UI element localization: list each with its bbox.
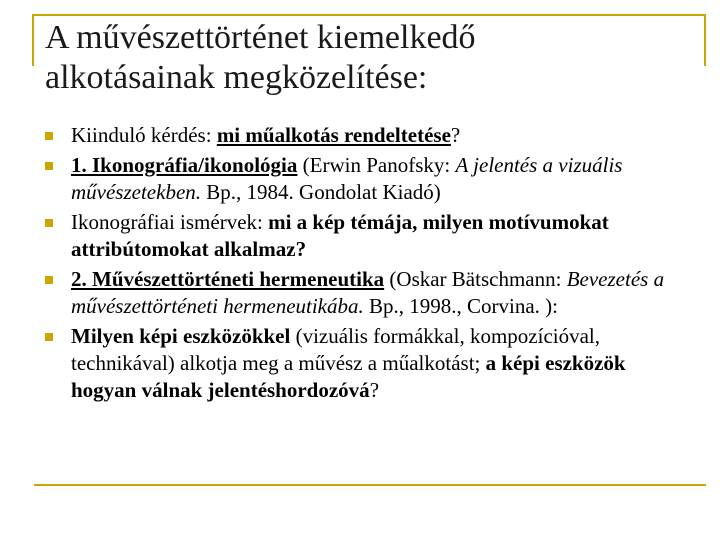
bullet-4-heading: 2. Művészettörténeti hermeneutika bbox=[71, 267, 385, 291]
square-bullet-icon bbox=[45, 162, 53, 170]
square-bullet-icon bbox=[45, 276, 53, 284]
bullet-2-plain-1: (Erwin Panofsky: bbox=[297, 153, 456, 177]
bullet-5-plain-2: ? bbox=[369, 378, 380, 402]
square-bullet-icon bbox=[45, 333, 53, 341]
square-bullet-icon bbox=[45, 219, 53, 227]
bullet-item-3 bbox=[44, 209, 684, 263]
bullet-2-plain-2: Bp., 1984. Gondolat Kiadó) bbox=[201, 180, 441, 204]
frame-right-line bbox=[704, 14, 706, 66]
bullet-item-2 bbox=[44, 152, 684, 206]
frame-left-line bbox=[32, 14, 34, 66]
bullet-5-emphasis-1: Milyen képi eszközökkel bbox=[71, 324, 291, 348]
bullet-item-4 bbox=[44, 266, 684, 320]
bullet-3-prefix: Ikonográfiai ismérvek: bbox=[71, 210, 269, 234]
bullet-5-emphasis-2: a képi eszközök hogyan válnak jelentéshordozóvá bbox=[71, 351, 626, 402]
frame-top-line bbox=[32, 14, 706, 16]
square-bullet-icon bbox=[45, 132, 53, 140]
bullet-item-5 bbox=[44, 323, 684, 404]
bullet-2-heading: 1. Ikonográfia/ikonológia bbox=[71, 153, 298, 177]
title-line-2: alkotásainak megközelítése: bbox=[45, 59, 428, 96]
title-line-1: A művészettörténet kiemelkedő bbox=[45, 19, 476, 56]
bullet-4-book-title: Bevezetés a művészettörténeti hermeneutikába. bbox=[71, 267, 665, 318]
frame-bottom-line bbox=[34, 484, 706, 486]
bullet-1-prefix: Kiinduló kérdés: bbox=[71, 123, 217, 147]
bullet-1-suffix: ? bbox=[450, 123, 461, 147]
bullet-item-1 bbox=[44, 122, 684, 149]
slide-title bbox=[45, 18, 665, 98]
bullet-5-plain-1: (vizuális formákkal, kompozícióval, technikával) alkotja meg a művész a műalkotást; bbox=[71, 324, 601, 375]
bullet-2-book-title: A jelentés a vizuális művészetekben. bbox=[71, 153, 623, 204]
bullet-4-plain-2: Bp., 1998., Corvina. ): bbox=[363, 294, 558, 318]
bullet-4-plain-1: (Oskar Bätschmann: bbox=[384, 267, 567, 291]
bullet-list bbox=[44, 122, 684, 407]
bullet-3-emphasis: mi a kép témája, milyen motívumokat attribútomokat alkalmaz? bbox=[71, 210, 609, 261]
bullet-1-emphasis: mi műalkotás rendeltetése bbox=[216, 123, 451, 147]
